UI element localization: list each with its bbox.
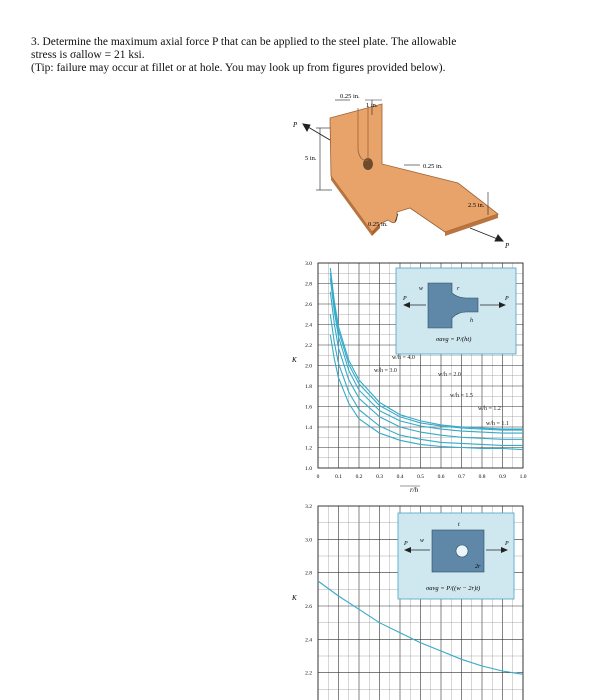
curve-label-4-0: w/h = 4.0 — [392, 355, 415, 361]
x-tick-label: 0.7 — [458, 474, 465, 480]
curve-label-2-0: w/h = 2.0 — [438, 372, 461, 378]
inset-load-left: P — [403, 296, 407, 302]
hole-chart — [291, 504, 523, 700]
plate-figure — [292, 93, 510, 250]
x-tick-label: 0.8 — [478, 474, 486, 480]
fillet-chart-y-ticks — [305, 261, 312, 472]
x-tick-label: 0.9 — [499, 474, 506, 480]
x-tick-label: 0.2 — [355, 474, 363, 480]
curve-label-1-2: w/h = 1.2 — [478, 406, 501, 412]
problem-line-2: stress is σallow = 21 ksi. — [31, 49, 145, 61]
problem-line-3: (Tip: failure may occur at fillet or at hole. You may look up from figures provided below). — [31, 62, 446, 74]
inset-r: r — [457, 286, 460, 292]
dim-top-width: 1 in. — [366, 102, 378, 109]
x-tick-label: 0.3 — [376, 474, 383, 480]
y-tick-label: 2.4 — [305, 322, 312, 329]
fillet-inset — [396, 268, 516, 354]
inset-load-right: P — [505, 296, 509, 302]
inset-formula: σavg = P/(ht) — [436, 336, 472, 343]
inset-w: w — [419, 286, 424, 292]
x-tick-label: 0 — [316, 474, 320, 480]
x-tick-label: 0.5 — [417, 474, 424, 480]
fillet-chart-ylabel: K — [292, 356, 297, 364]
curve-label-1-5: w/h = 1.5 — [450, 393, 473, 399]
dim-thickness: 0.25 in. — [423, 163, 443, 170]
load-label-left: P — [293, 121, 298, 129]
y-tick-label: 1.8 — [305, 384, 312, 390]
hole-chart-ylabel: K — [292, 594, 297, 602]
y-tick-label: 2.6 — [305, 302, 312, 308]
inset-load-right: P — [505, 541, 509, 547]
inset-formula: σavg = P/((w − 2r)t) — [426, 585, 481, 592]
y-tick-label: 1.4 — [305, 425, 312, 431]
curve-label-1-1: w/h = 1.1 — [486, 421, 509, 427]
y-tick-label: 2.2 — [305, 670, 312, 677]
hole-inset — [398, 513, 514, 599]
y-tick-label: 3.0 — [305, 537, 312, 544]
y-tick-label: 2.8 — [305, 570, 312, 577]
inset-2r: 2r — [475, 564, 481, 570]
y-tick-label: 3.2 — [305, 504, 312, 510]
y-tick-label: 2.4 — [305, 637, 312, 644]
dim-fillet-radius: 0.25 in. — [340, 93, 360, 100]
y-tick-label: 2.8 — [305, 281, 312, 288]
fillet-chart-xlabel: r/h — [410, 486, 419, 494]
curve-label-3-0: w/h = 3.0 — [374, 368, 397, 374]
hole-chart-y-ticks — [305, 504, 312, 700]
y-tick-label: 2.6 — [305, 604, 312, 610]
y-tick-label: 1.6 — [305, 404, 312, 411]
load-label-right: P — [505, 242, 510, 250]
fillet-chart — [291, 261, 527, 494]
inset-w: w — [420, 538, 425, 544]
inset-t: t — [458, 522, 460, 528]
dim-left-width: 5 in. — [305, 155, 317, 162]
inset-h: h — [470, 318, 473, 324]
y-tick-label: 2.2 — [305, 343, 312, 349]
inset-load-left: P — [404, 541, 408, 547]
y-tick-label: 3.0 — [305, 261, 312, 267]
x-tick-label: 1.0 — [519, 474, 527, 480]
inset-hole — [456, 545, 468, 557]
dim-hole: 0.25 in. — [368, 221, 388, 228]
x-tick-label: 0.6 — [437, 474, 445, 480]
x-tick-label: 0.1 — [335, 474, 342, 480]
fillet-chart-x-ticks — [317, 474, 527, 480]
y-tick-label: 2.0 — [305, 363, 312, 370]
x-tick-label: 0.4 — [396, 474, 404, 480]
dim-right-width: 2.5 in. — [468, 202, 485, 209]
y-tick-label: 1.0 — [305, 466, 312, 472]
problem-line-1: 3. Determine the maximum axial force P that can be applied to the steel plate. The allowable — [31, 36, 457, 48]
y-tick-label: 1.2 — [305, 445, 312, 452]
